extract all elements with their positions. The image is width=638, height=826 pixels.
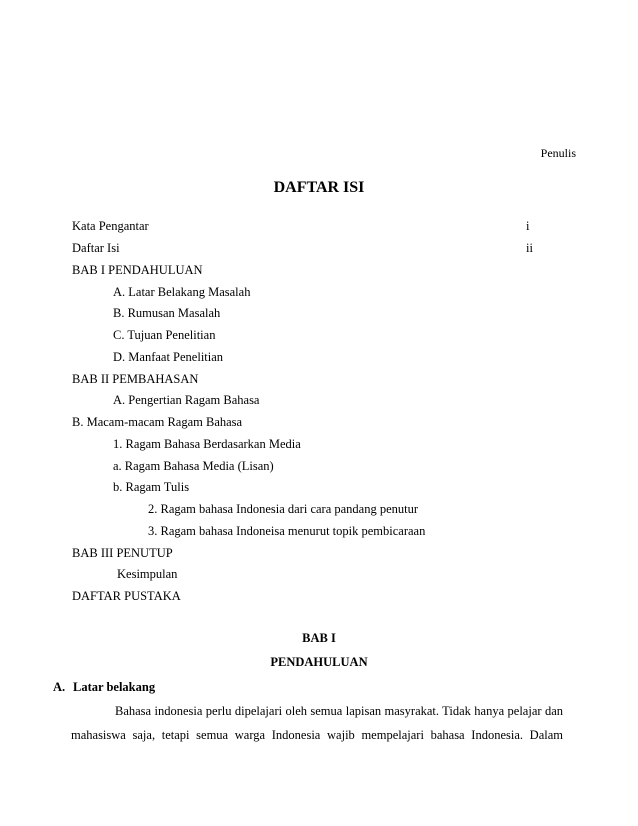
chapter-number: BAB I <box>302 631 336 645</box>
toc-page-daftar-isi: ii <box>526 241 533 255</box>
toc-entry-cara-pandang: 2. Ragam bahasa Indonesia dari cara pandang penutur <box>148 502 419 516</box>
toc-entry-rumusan-masalah: B. Rumusan Masalah <box>113 306 221 320</box>
paragraph-line-2: mahasiswa saja, tetapi semua warga Indonesia wajib mempelajari bahasa Indonesia. Dalam <box>71 728 563 742</box>
paragraph-line-1: Bahasa indonesia perlu dipelajari oleh semua lapisan masyrakat. Tidak hanya pelajar dan <box>115 704 563 718</box>
toc-entry-pengertian-ragam: A. Pengertian Ragam Bahasa <box>113 393 260 407</box>
section-heading: Latar belakang <box>73 680 156 694</box>
toc-entry-daftar-pustaka: DAFTAR PUSTAKA <box>72 589 181 603</box>
toc-entry-daftar-isi: Daftar Isi <box>72 241 120 255</box>
toc-entry-ragam-tulis: b. Ragam Tulis <box>113 480 190 494</box>
toc-entry-macam-ragam: B. Macam-macam Ragam Bahasa <box>72 415 243 429</box>
toc-page-kata-pengantar: i <box>526 219 530 233</box>
toc-entry-topik: 3. Ragam bahasa Indoneisa menurut topik pembicaraan <box>148 524 426 538</box>
toc-entry-kata-pengantar: Kata Pengantar <box>72 219 149 233</box>
toc-entry-bab-2: BAB II PEMBAHASAN <box>72 372 199 386</box>
toc-entry-manfaat-penelitian: D. Manfaat Penelitian <box>113 350 224 364</box>
toc-entry-latar-belakang: A. Latar Belakang Masalah <box>113 285 251 299</box>
toc-entry-tujuan-penelitian: C. Tujuan Penelitian <box>113 328 216 342</box>
toc-entry-bab-1: BAB I PENDAHULUAN <box>72 263 203 277</box>
toc-title: DAFTAR ISI <box>273 179 365 196</box>
toc-entry-bab-3: BAB III PENUTUP <box>72 546 173 560</box>
toc-entry-ragam-media: 1. Ragam Bahasa Berdasarkan Media <box>113 437 301 451</box>
author-label: Penulis <box>540 146 576 160</box>
chapter-title: PENDAHULUAN <box>270 655 368 669</box>
section-marker: A. <box>53 680 66 694</box>
toc-entry-kesimpulan: Kesimpulan <box>117 567 178 581</box>
toc-entry-ragam-lisan: a. Ragam Bahasa Media (Lisan) <box>113 459 274 473</box>
